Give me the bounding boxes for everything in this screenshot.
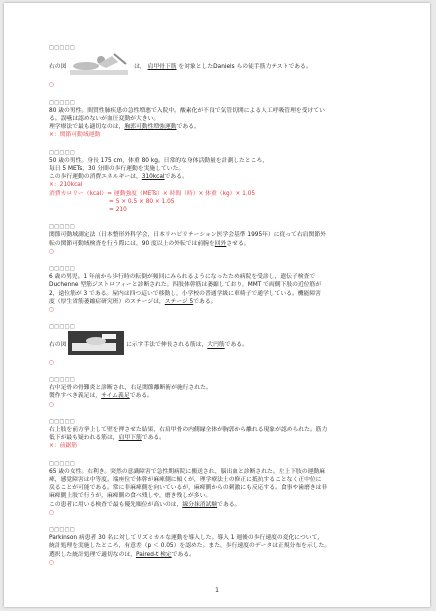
checkbox-row: □□□□□ — [49, 45, 76, 51]
checkbox-row: □□□□□ — [49, 266, 76, 273]
question-10: □□□□□ Parkinson 病患者 30 名に対してリズミカルな運動を導入した。導入 1 週後の歩行速度の変化について， 統計処理を実施したところ，有意差（p ＜ 0.05）を認めた。また，歩行速度のデータは正規分布を示した。 選択した統計処理で適切なのは，Paired-t 検定である。 ○ — [49, 526, 395, 567]
checkbox-row: □□□□□ — [49, 460, 76, 467]
question-5: □□□□□ 6 歳の男児。1 年前から歩行時の転倒が頻回にみられるようになったため病院を受診し，遺伝子検査で Duchenne 型筋ジストロフィーと診断された。四肢体幹筋は萎縮しており，MMT で両側下肢の近位筋が 2，遠位筋が 3 である。屋内は四つ這いで移動し，小学校の普通学級に車椅子で通学している。機能障害 度（厚生省筋萎縮症研究班）のステージは，ステージ 5である。 ○ — [49, 265, 395, 314]
answer-mark: ×：前鋸筋 — [49, 443, 78, 450]
checkbox-row: □□□□□ — [49, 224, 76, 231]
checkbox-row: □□□□□ — [49, 418, 76, 425]
answer-mark: ○ — [49, 359, 55, 366]
page-number: 1 — [215, 587, 219, 594]
answer-mark: ○ — [49, 559, 55, 566]
checkbox-row: □□□□□ — [49, 99, 76, 106]
question-2: □□□□□ 80 歳の男性。間質性肺疾患の急性増悪で入院中。酸素化が不良で気管切開による人工呼吸管理を受けてい る。誤嚥は認めないが血圧変動が大きい。 理学療法で最も適切なのは，胸郭可動性増強運動である。 ×：関節可動域運動 — [49, 99, 395, 140]
question-3: □□□□□ 50 歳の男性。身長 175 cm，体重 80 kg。日常的な身体活動量を計測したところ， 毎日 5 METs，30 分間の歩行運動を実施していた。 この歩行運動の消費エネルギーは，310kcalである。 ×：210kcal 消費カロリー（kcal）= 運動強度（METs）× 時間（時）× 体重（kg）× 1.05 = 5 × 0.5 × 80 × 1.05 = 210 — [49, 149, 395, 215]
question-list — [49, 44, 395, 576]
calorie-calculation: 消費カロリー（kcal）= 運動強度（METs）× 時間（時）× 体重（kg）× 1.05 = 5 × 0.5 × 80 × 1.05 = 210 — [49, 190, 256, 214]
answer-mark: ×：関節可動域運動 — [49, 132, 101, 139]
stretch-figure-image — [68, 331, 124, 358]
question-9: □□□□□ 65 歳の女性。右利き。突然の意識障害で急性期病院に搬送され，脳出血と診断された。左上下肢の運動麻 痺，感覚障害は中等度。端座位で体幹が麻痺側に傾くが，理学療法士の修正に抵抗することなく正中位に 戻ることが可能である。常に非麻痺側を向いているが，麻痺側からの刺激にも反応する。食事や歯磨きは非 麻痺側上肢で行うが，麻痺側の食べ残しや，磨き残しが多い。 この患者に用いる検査で最も優先順位が高いのは，線分抹消試験である。 ○ — [49, 460, 395, 517]
answer-mark: ○ — [49, 248, 55, 255]
question-4: □□□□□ 関節可動域測定法（日本整形外科学会，日本リハビリテーション医学会基準 1995年）に従って右肩関節外 転の関節可動域検査を行う際には，90 度以上の外転では前腕を回外させる。 ○ — [49, 223, 395, 256]
answer-mark: ○ — [49, 307, 55, 314]
document-page — [4, 3, 430, 607]
answer-mark: ○ — [49, 82, 55, 89]
question-8: □□□□□ 右上肢を前方挙上して壁を押させた結果，右肩甲骨の内側縁全体が胸郭から離れる現象が認められた。筋力 低下が最も疑われる筋は，肩甲下筋である。 ×：前鋸筋 — [49, 418, 395, 451]
answer-mark: ○ — [49, 401, 55, 408]
mmt-figure-image — [68, 52, 132, 81]
answer-mark: ○ — [49, 509, 55, 516]
checkbox-row: □□□□□ — [49, 526, 76, 533]
question-6: □□□□□ 右の図 に示す手法で伸長される筋は，大円筋である。 ○ — [49, 323, 395, 367]
question-1-text: 右の図 は， 肩甲骨下筋 を対象としたDaniels らの徒手筋力テストである。 — [49, 52, 395, 81]
checkbox-row: □□□□□ — [49, 149, 76, 156]
checkbox-row: □□□□□ — [49, 376, 76, 383]
question-1 — [49, 44, 395, 90]
answer-mark: ×：210kcal — [49, 182, 83, 189]
question-7: □□□□□ 右中足骨の骨難炎と診断され，右足関節離断術が施行された。 製作すべき義足は，サイム義足である。 ○ — [49, 376, 395, 409]
checkbox-row: □□□□□ — [49, 324, 76, 331]
